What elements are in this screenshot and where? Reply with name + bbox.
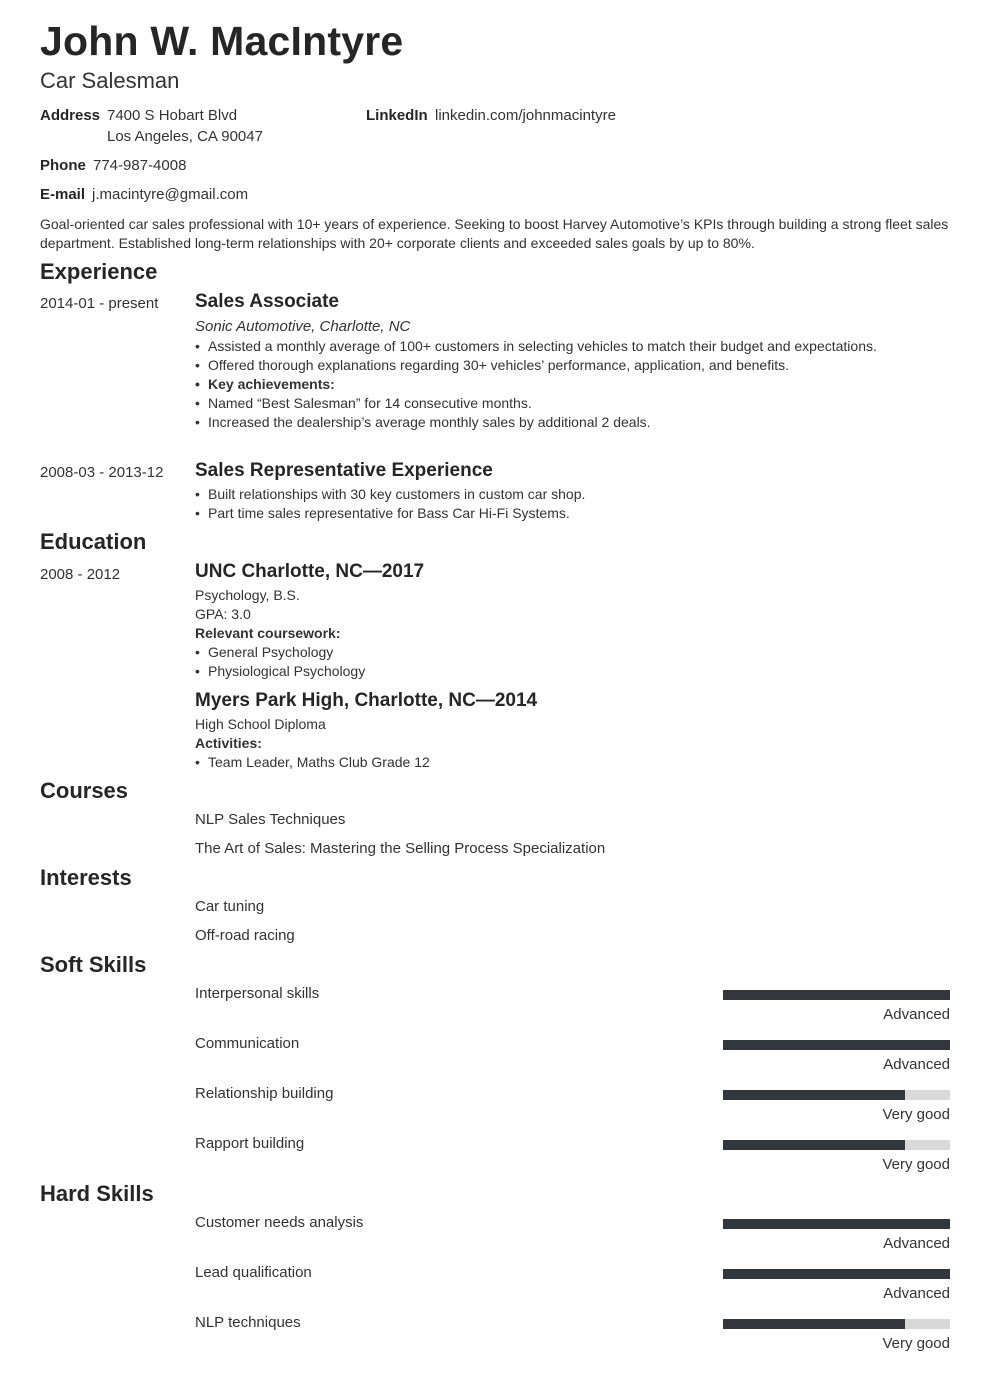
section-heading-experience: Experience <box>40 259 158 284</box>
skill-level-bar <box>723 1219 950 1229</box>
job-title: Car Salesman <box>40 68 180 93</box>
skill-name: Rapport building <box>195 1135 305 1152</box>
address-line2: Los Angeles, CA 90047 <box>107 128 263 145</box>
candidate-name: John W. MacIntyre <box>40 18 404 64</box>
job-bullet-subheading: • Key achievements: <box>195 376 335 392</box>
skill-level-bar <box>723 1319 950 1329</box>
interest-item: Off-road racing <box>195 927 295 944</box>
degree: Psychology, B.S. <box>195 587 300 603</box>
interest-item: Car tuning <box>195 898 265 915</box>
course-item: The Art of Sales: Mastering the Selling Process Specialization <box>195 840 606 857</box>
coursework-label: Relevant coursework: <box>195 625 341 641</box>
job-title-entry: Sales Representative Experience <box>195 460 493 481</box>
section-heading-interests: Interests <box>40 865 132 890</box>
job-title-entry: Sales Associate <box>195 291 339 312</box>
address-line1: 7400 S Hobart Blvd <box>107 107 238 124</box>
skill-level-label: Advanced <box>883 1056 950 1073</box>
skill-level-label: Very good <box>882 1335 950 1352</box>
activities-label: Activities: <box>195 735 262 751</box>
school-name: UNC Charlotte, NC—2017 <box>195 561 425 582</box>
job-dates: 2014-01 - present <box>40 295 159 312</box>
skill-name: Interpersonal skills <box>195 985 320 1002</box>
section-heading-hard-skills: Hard Skills <box>40 1181 154 1206</box>
skill-level-label: Very good <box>882 1156 950 1173</box>
degree: High School Diploma <box>195 716 326 732</box>
skill-level-label: Very good <box>882 1106 950 1123</box>
job-bullet: • Assisted a monthly average of 100+ customers in selecting vehicles to match their budget and expectations. <box>195 338 877 354</box>
skill-level-bar <box>723 1040 950 1050</box>
education-dates: 2008 - 2012 <box>40 566 121 583</box>
linkedin-value[interactable]: linkedin.com/johnmacintyre <box>435 107 616 124</box>
skill-name: Relationship building <box>195 1085 334 1102</box>
phone-label: Phone <box>40 157 86 174</box>
job-bullet: • Part time sales representative for Bass Car Hi-Fi Systems. <box>195 505 570 521</box>
skill-level-bar <box>723 1269 950 1279</box>
coursework-item: • Physiological Psychology <box>195 663 365 679</box>
job-bullet: • Built relationships with 30 key customers in custom car shop. <box>195 486 585 502</box>
skill-name: Communication <box>195 1035 300 1052</box>
skill-level-label: Advanced <box>883 1235 950 1252</box>
phone-value: 774-987-4008 <box>93 157 187 174</box>
section-heading-education: Education <box>40 529 147 554</box>
skill-level-fill <box>723 1090 905 1100</box>
section-heading-courses: Courses <box>40 778 129 803</box>
school-name: Myers Park High, Charlotte, NC—2014 <box>195 690 538 711</box>
skill-level-fill <box>723 990 950 1000</box>
job-bullet: • Offered thorough explanations regarding 30+ vehicles’ performance, application, and benefits. <box>195 357 789 373</box>
linkedin-label: LinkedIn <box>366 107 428 124</box>
email-value[interactable]: j.macintyre@gmail.com <box>92 186 249 203</box>
employer: Sonic Automotive, Charlotte, NC <box>195 318 411 335</box>
skill-level-bar <box>723 1140 950 1150</box>
skill-level-bar <box>723 1090 950 1100</box>
coursework-item: • General Psychology <box>195 644 333 660</box>
skill-level-label: Advanced <box>883 1006 950 1023</box>
address-label: Address <box>40 107 101 124</box>
skill-level-label: Advanced <box>883 1285 950 1302</box>
skill-level-fill <box>723 1319 905 1329</box>
profile-summary: Goal-oriented car sales professional with 10+ years of experience. Seeking to boost Harvey Automotive’s KPIs through building a strong fleet sales department. Established long-term relationships with 20+ corporate clients and exceeded sales goals by up to 80%. <box>40 216 949 251</box>
activity-item: • Team Leader, Maths Club Grade 12 <box>195 754 430 770</box>
job-bullet: • Increased the dealership’s average monthly sales by additional 2 deals. <box>195 414 651 430</box>
skill-name: NLP techniques <box>195 1314 301 1331</box>
skill-level-fill <box>723 1140 905 1150</box>
skill-level-fill <box>723 1219 950 1229</box>
skill-level-fill <box>723 1269 950 1279</box>
skill-level-bar <box>723 990 950 1000</box>
job-dates: 2008-03 - 2013-12 <box>40 464 164 481</box>
gpa: GPA: 3.0 <box>195 606 251 622</box>
course-item: NLP Sales Techniques <box>195 811 346 828</box>
section-heading-soft-skills: Soft Skills <box>40 952 147 977</box>
job-bullet: • Named “Best Salesman” for 14 consecutive months. <box>195 395 532 411</box>
skill-name: Lead qualification <box>195 1264 312 1281</box>
skill-name: Customer needs analysis <box>195 1214 364 1231</box>
email-label: E-mail <box>40 186 86 203</box>
skill-level-fill <box>723 1040 950 1050</box>
